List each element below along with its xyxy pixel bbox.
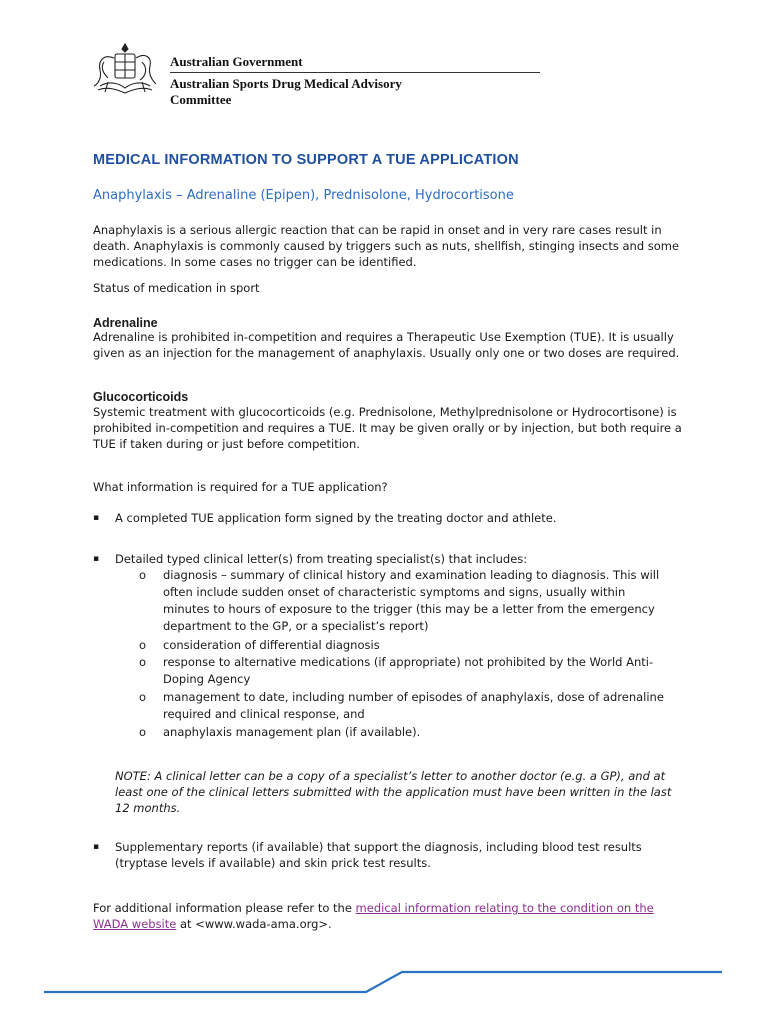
bullet-text: A completed TUE application form signed by the treating doctor and athlete. [115,511,557,525]
header-divider [170,72,540,73]
adrenaline-heading: Adrenaline [93,316,158,330]
bullet-icon: ▪ [93,842,100,852]
sub-bullet-icon: o [139,725,147,739]
org-name: Australian Government [170,54,303,69]
sub-item-text: consideration of differential diagnosis [163,638,380,652]
sub-bullet-icon: o [139,655,147,669]
adrenaline-text: Adrenaline is prohibited in-competition and requires a Therapeutic Use Exemption (TUE). It is usually given as an injection for the management of anaphylaxis. Usually only one or two doses are required. [93,330,680,360]
intro-paragraph: Anaphylaxis is a serious allergic reaction that can be rapid in onset and in very rare cases result in death. Anaphylaxis is commonly caused by triggers such as nuts, shellfish, stinging insects and some medications. In some cases no trigger can be identified. [93,223,680,269]
document-subtitle: Anaphylaxis – Adrenaline (Epipen), Prednisolone, Hydrocortisone [93,188,514,203]
closing-text-after: at <www.wada-ama.org>. [176,917,332,931]
document-title: MEDICAL INFORMATION TO SUPPORT A TUE APPLICATION [93,152,519,168]
closing-paragraph [93,900,683,932]
closing-text-before: For additional information please refer to the [93,901,356,915]
sub-item-text: management to date, including number of episodes of anaphylaxis, dose of adrenaline required and clinical response, and [163,690,664,721]
glucocorticoids-text: Systemic treatment with glucocorticoids (e.g. Prednisolone, Methylprednisolone or Hydrocortisone) is prohibited in-competition and requires a TUE. It may be given orally or by injection, but both require a TUE if taken during or just before competition. [93,405,682,451]
sub-item-text: anaphylaxis management plan (if available). [163,725,421,739]
clinical-letter-note: NOTE: A clinical letter can be a copy of a specialist’s letter to another doctor (e.g. a GP), and at least one of the clinical letters submitted with the application must have been written in the last 12 months. [115,769,672,815]
status-heading: Status of medication in sport [93,281,260,295]
glucocorticoids-heading: Glucocorticoids [93,390,189,404]
bullet-text: Supplementary reports (if available) that support the diagnosis, including blood test results (tryptase levels if available) and skin prick test results. [115,840,642,870]
wada-info-link[interactable]: medical information relating to the condition on the WADA website [93,901,654,931]
bullet-icon: ▪ [93,554,100,564]
committee-name: Australian Sports Drug Medical Advisory Committee [170,76,402,107]
sub-bullet-icon: o [139,638,147,652]
requirements-heading: What information is required for a TUE application? [93,480,388,494]
sub-item-text: response to alternative medications (if appropriate) not prohibited by the World Anti-Doping Agency [163,655,654,686]
sub-bullet-icon: o [139,568,147,582]
sub-bullet-icon: o [139,690,147,704]
bullet-icon: ▪ [93,513,100,523]
document-body [93,152,683,931]
bullet-text: Detailed typed clinical letter(s) from treating specialist(s) that includes: [115,552,528,566]
header [90,40,460,107]
coat-of-arms-icon [90,40,160,98]
sub-item-text: diagnosis – summary of clinical history and examination leading to diagnosis. This will often include sudden onset of characteristic symptoms and signs, usually within minutes to hours of exposure to the trigger (this may be a letter from the emergency department to the GP, or a specialist’s report) [163,568,660,633]
